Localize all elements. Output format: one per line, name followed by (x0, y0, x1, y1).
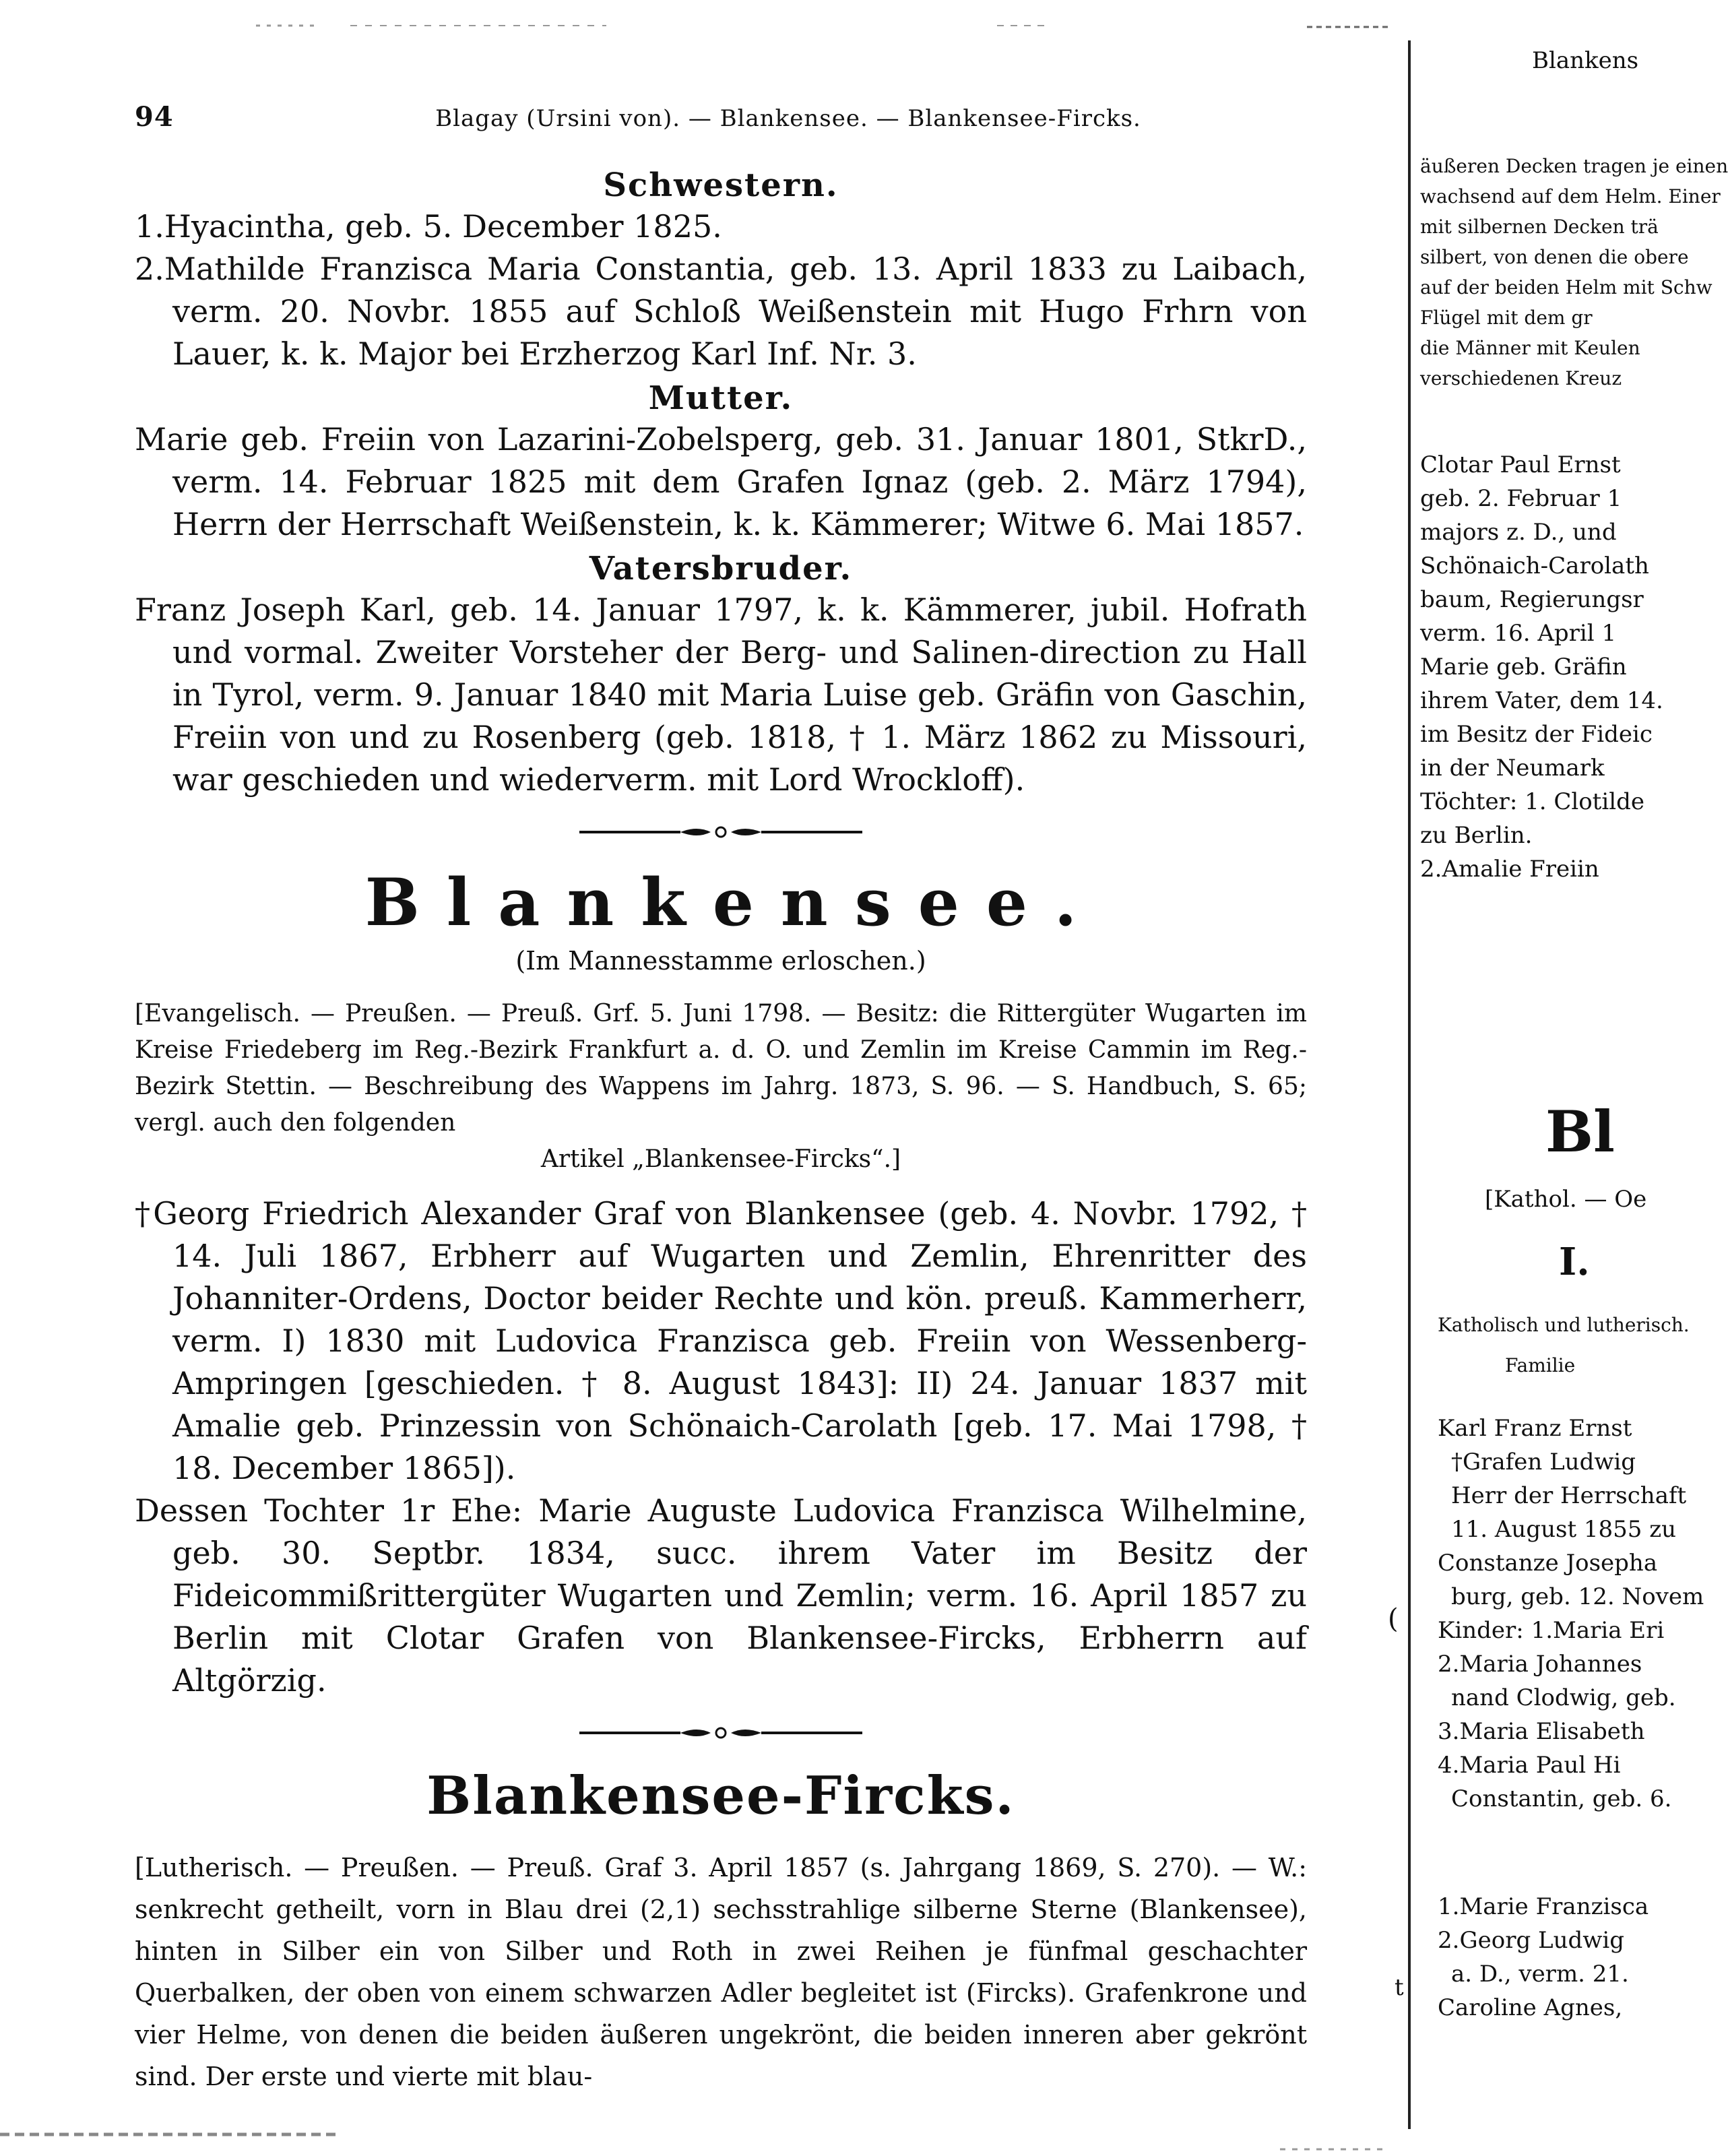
adjacent-line: verschiedenen Kreuz (1420, 367, 1622, 389)
adjacent-line: Töchter: 1. Clotilde (1420, 788, 1644, 815)
adjacent-line: Katholisch und lutherisch. (1438, 1314, 1690, 1336)
adjacent-line: 4.Maria Paul Hi (1438, 1752, 1621, 1779)
page-number: 94 (135, 101, 174, 133)
adjacent-line: 3.Maria Elisabeth (1438, 1718, 1645, 1745)
adjacent-line: äußeren Decken tragen je einen (1420, 155, 1728, 177)
adjacent-line: Flügel mit dem gr (1420, 307, 1593, 329)
adjacent-line: verm. 16. April 1 (1420, 620, 1617, 647)
adjacent-line: ihrem Vater, dem 14. (1420, 687, 1663, 714)
ornament-divider (135, 1725, 1307, 1741)
adjacent-line: Constanze Josepha (1438, 1550, 1658, 1577)
adjacent-line: Constantin, geb. 6. (1451, 1785, 1672, 1812)
page-header (135, 101, 1307, 133)
margin-mark: ( (1388, 1604, 1399, 1635)
adjacent-page-fragment (1408, 40, 1728, 2129)
uncle-heading: Vatersbruder. (589, 550, 853, 588)
main-page (135, 101, 1307, 2097)
georg-entry: †Georg Friedrich Alexander Graf von Blankensee (geb. 4. Novbr. 1792, † 14. Juli 1867, Erbherr auf Wugarten und Zemlin, Ehrenritter des Johanniter-Ordens, Doctor beider Rechte und kön. preuß. Kammerherr, verm. I) 1830 mit Ludovica Franzisca geb. Freiin von Wessenberg-Ampringen [geschieden. † 8. August 1843]: II) 24. Januar 1837 mit Amalie geb. Prinzessin von Schönaich-Carolath [geb. 17. Mai 1798, † 18. December 1865]). (135, 1195, 1307, 1486)
adjacent-line: 2.Georg Ludwig (1438, 1927, 1624, 1954)
sister-entry: 2.Mathilde Franzisca Maria Constantia, geb. 13. April 1833 zu Laibach, verm. 20. Novbr. 1855 auf Schloß Weißenstein mit Hugo Frhrn von Lauer, k. k. Major bei Erzherzog Karl Inf. Nr. 3. (135, 251, 1307, 372)
adjacent-line: auf der beiden Helm mit Schw (1420, 276, 1713, 298)
uncle-entry: Franz Joseph Karl, geb. 14. Januar 1797, k. k. Kämmerer, jubil. Hofrath und vormal. Zweiter Vorsteher der Berg- und Salinen-direction zu Hall in Tyrol, verm. 9. Januar 1840 mit Maria Luise geb. Gräfin von Gaschin, Freiin von und zu Rosenberg (geb. 1818, † 1. März 1862 zu Missouri, war geschieden und wiederverm. mit Lord Wrockloff). (135, 592, 1307, 798)
adjacent-section-title: Bl (1545, 1098, 1615, 1165)
adjacent-line: Schönaich-Carolath (1420, 552, 1649, 579)
section-title-fircks: Blankensee-Fircks. (426, 1765, 1015, 1827)
family-info: [Evangelisch. — Preußen. — Preuß. Grf. 5. Juni 1798. — Besitz: die Rittergüter Wugarten im Kreise Friedeberg im Reg.-Bezirk Frankfurt a. d. O. und Zemlin im Kreise Cammin im Reg.-Bezirk Stettin. — Beschreibung des Wappens im Jahrg. 1873, S. 96. — S. Handbuch, S. 65; vergl. auch den folgenden (135, 1000, 1307, 1137)
running-title: Blagay (Ursini von). — Blankensee. — Blankensee-Fircks. (435, 105, 1141, 132)
scan-artifact-bottom (0, 2122, 1617, 2156)
adjacent-line: 11. August 1855 zu (1451, 1516, 1677, 1543)
section-title-blankensee: Blankensee. (364, 864, 1104, 941)
adjacent-line: die Männer mit Keulen (1420, 337, 1640, 359)
adjacent-line: baum, Regierungsr (1420, 586, 1644, 613)
fircks-info: [Lutherisch. — Preußen. — Preuß. Graf 3. April 1857 (s. Jahrgang 1869, S. 270). — W.: senkrecht getheilt, vorn in Blau drei (2,1) sechsstrahlige silberne Sterne (Blankensee), hinten in Silber ein von Silber und Roth in zwei Reihen je fünfmal geschachter Querbalken, der oben von einem schwarzen Adler begleitet ist (Fircks). Grafenkrone und vier Helme, von denen die beiden äußeren ungekrönt, die beiden inneren aber gekrönt sind. Der erste und vierte mit blau- (135, 1853, 1307, 2091)
adjacent-line: zu Berlin. (1420, 822, 1533, 849)
adjacent-line: mit silbernen Decken trä (1420, 216, 1659, 238)
adjacent-line: majors z. D., und (1420, 519, 1617, 546)
adjacent-line: 2.Amalie Freiin (1420, 856, 1599, 883)
adjacent-line: [Kathol. — Oe (1485, 1186, 1647, 1213)
sisters-heading: Schwestern. (603, 166, 839, 204)
adjacent-line: †Grafen Ludwig (1451, 1449, 1636, 1476)
section-subtitle: (Im Mannesstamme erloschen.) (515, 946, 926, 976)
margin-mark: t (1395, 1974, 1404, 2001)
adjacent-line: 1.Marie Franzisca (1438, 1893, 1649, 1920)
daughter-entry: Dessen Tochter 1r Ehe: Marie Auguste Ludovica Franzisca Wilhelmine, geb. 30. Septbr. 1834, succ. ihrem Vater im Besitz der Fideicommißrittergüter Wugarten und Zemlin; verm. 16. April 1857 zu Berlin mit Clotar Grafen von Blankensee-Fircks, Erbherrn auf Altgörzig. (135, 1492, 1307, 1699)
mother-entry: Marie geb. Freiin von Lazarini-Zobelsperg, geb. 31. Januar 1801, StkrD., verm. 14. Februar 1825 mit dem Grafen Ignaz (geb. 2. März 1794), Herrn der Herrschaft Weißenstein, k. k. Kämmerer; Witwe 6. Mai 1857. (135, 421, 1307, 542)
adjacent-line: in der Neumark (1420, 755, 1605, 782)
adjacent-line: I. (1559, 1240, 1590, 1284)
adjacent-running-title: Blankens (1532, 47, 1639, 74)
adjacent-line: burg, geb. 12. Novem (1451, 1583, 1704, 1610)
adjacent-line: Herr der Herrschaft (1451, 1482, 1687, 1509)
adjacent-line: nand Clodwig, geb. (1451, 1684, 1676, 1711)
sister-entry: 1.Hyacintha, geb. 5. December 1825. (135, 208, 722, 245)
adjacent-line: Familie (1505, 1354, 1576, 1376)
adjacent-line: geb. 2. Februar 1 (1420, 485, 1622, 512)
adjacent-line: 2.Maria Johannes (1438, 1651, 1642, 1678)
adjacent-line: Kinder: 1.Maria Eri (1438, 1617, 1665, 1644)
adjacent-line: Marie geb. Gräfin (1420, 654, 1627, 680)
adjacent-line: a. D., verm. 21. (1451, 1961, 1629, 1988)
adjacent-line: silbert, von denen die obere (1420, 246, 1689, 268)
adjacent-line: Caroline Agnes, (1438, 1994, 1623, 2021)
family-info-end: Artikel „Blankensee-Fircks“.] (540, 1145, 901, 1173)
adjacent-line: Clotar Paul Ernst (1420, 451, 1621, 478)
adjacent-line: im Besitz der Fideic (1420, 721, 1653, 748)
mother-heading: Mutter. (648, 379, 794, 417)
adjacent-line: wachsend auf dem Helm. Einer (1420, 185, 1721, 208)
scan-artifact-top (0, 20, 1415, 30)
ornament-divider (135, 824, 1307, 840)
adjacent-line: Karl Franz Ernst (1438, 1415, 1632, 1442)
